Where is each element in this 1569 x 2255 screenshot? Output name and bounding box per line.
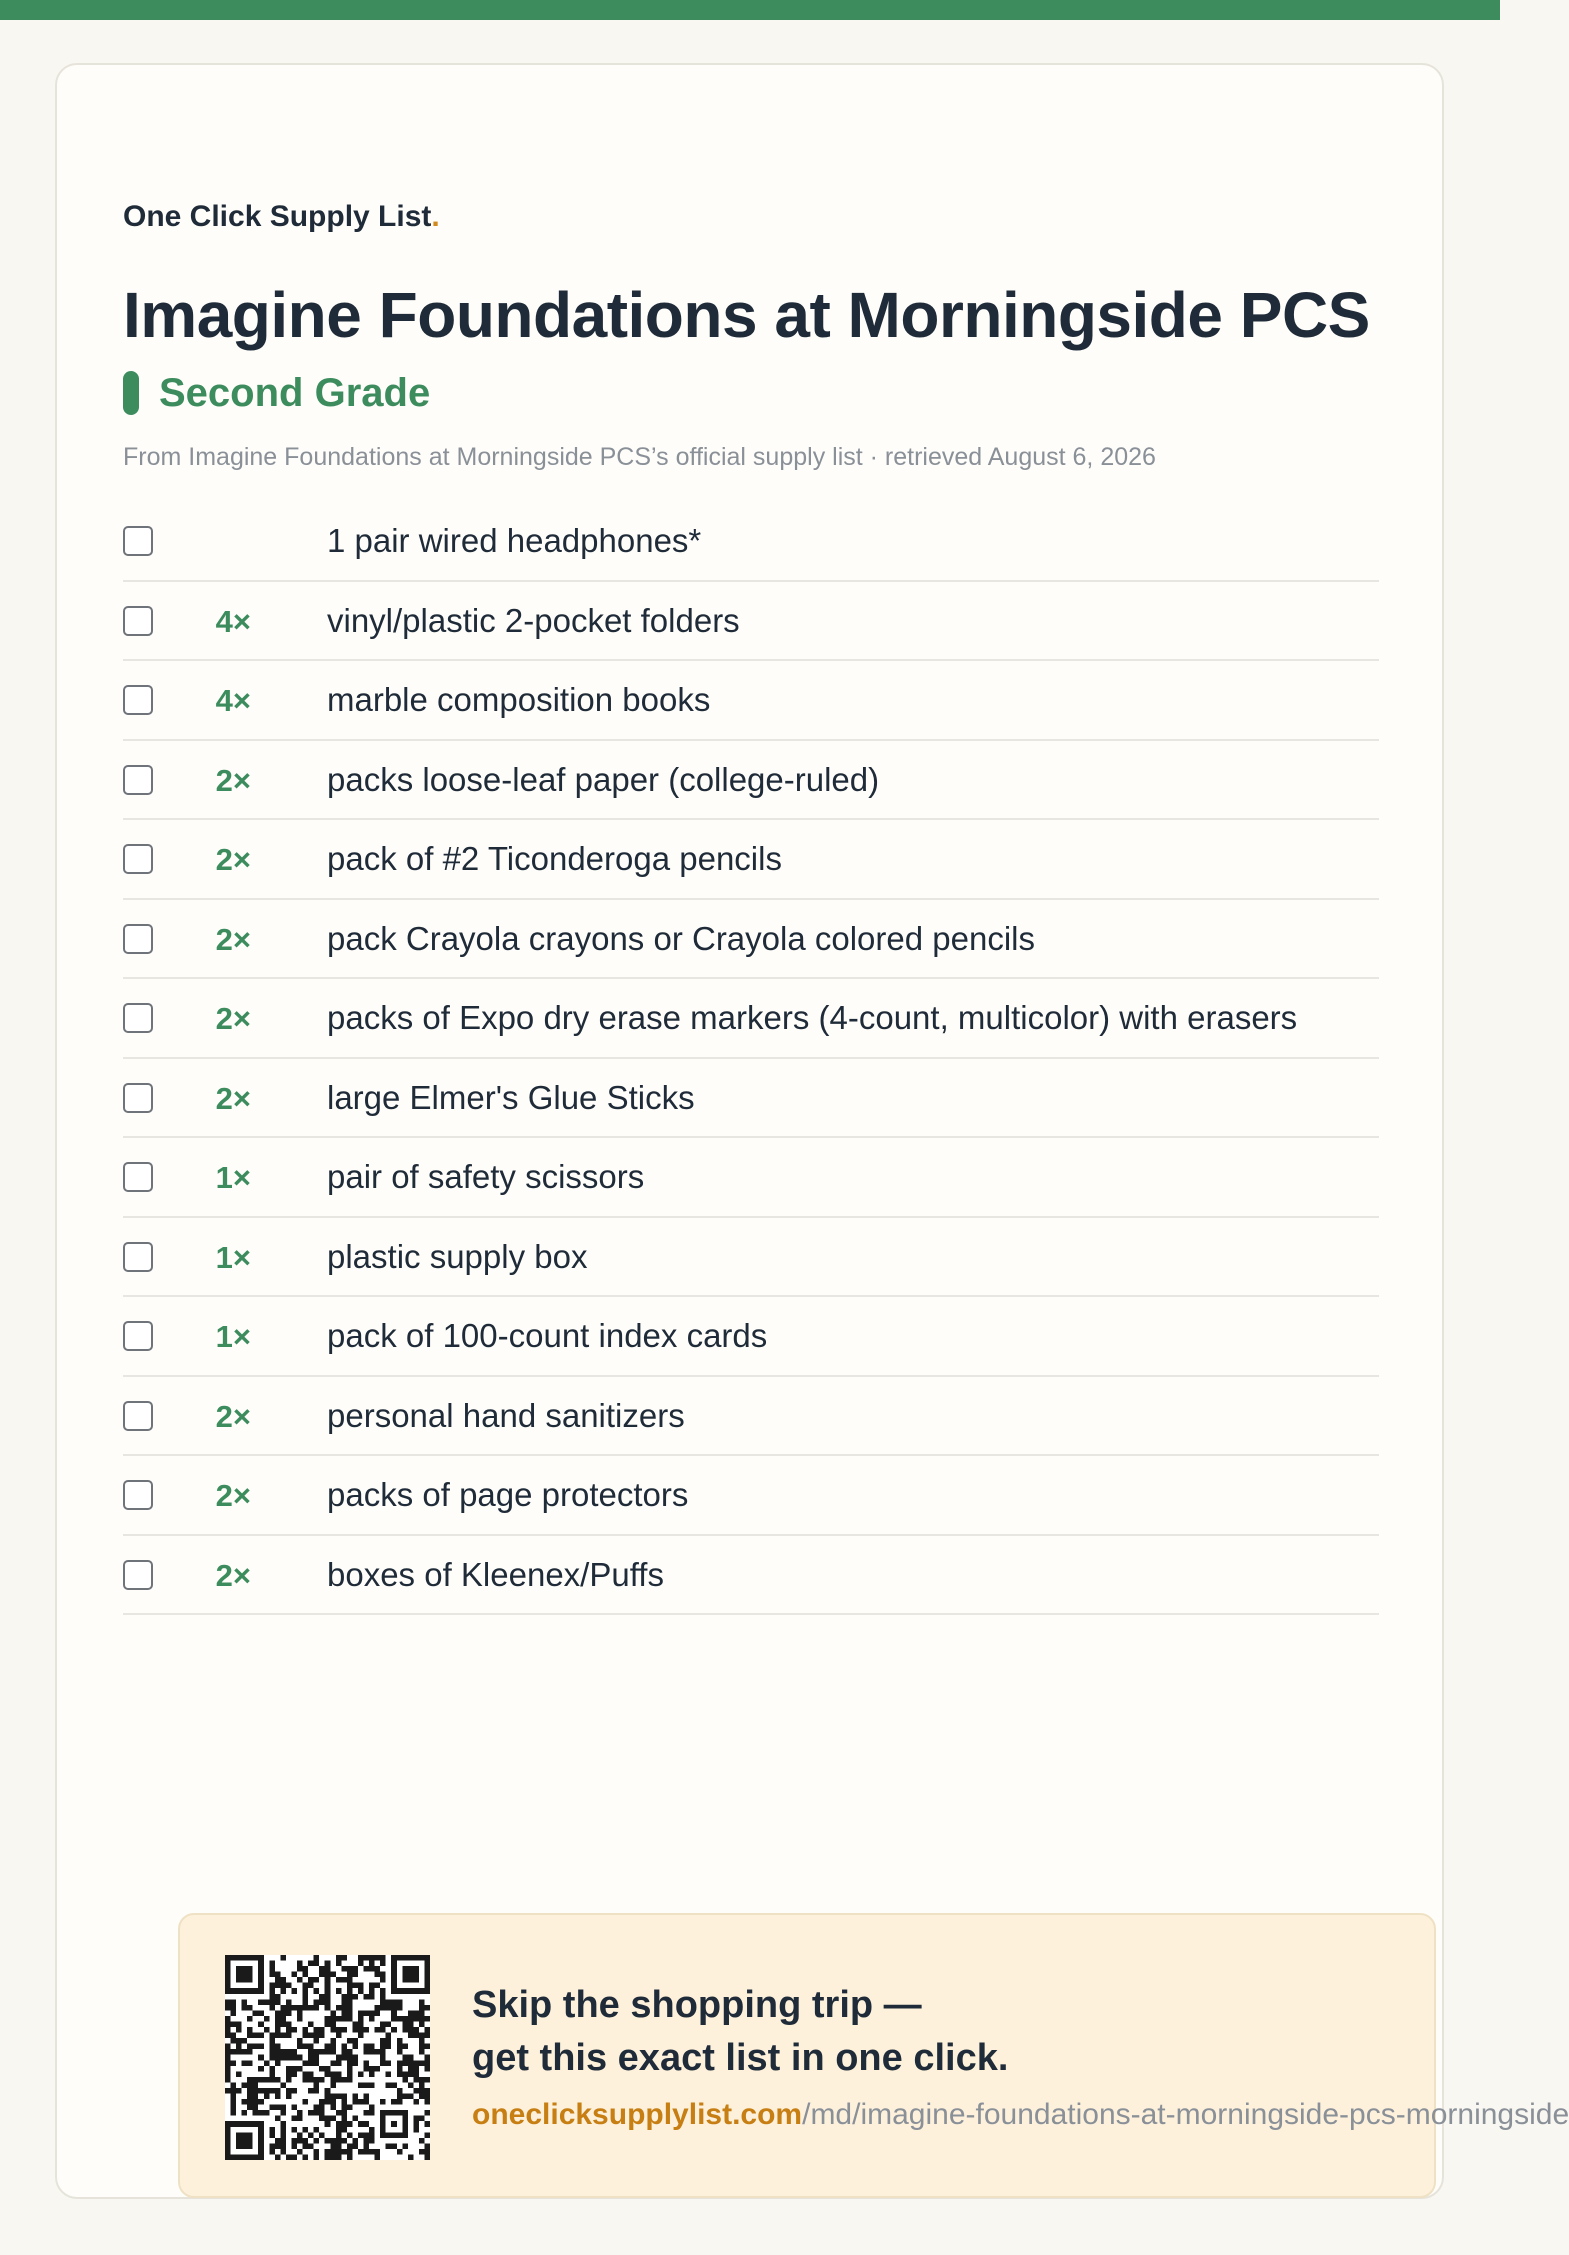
list-item [123,661,1379,741]
item-quantity: 2× [215,921,251,957]
checkbox-icon[interactable] [123,685,153,715]
school-title: Imagine Foundations at Morningside PCS [123,279,1370,351]
item-quantity: 1× [215,1239,251,1275]
grade-label: Second Grade [159,370,431,415]
checkbox-icon[interactable] [123,1162,153,1192]
list-item [123,1377,1379,1457]
top-accent-bar [0,0,1500,20]
supply-list-card [55,63,1569,2199]
item-label: pack of 100-count index cards [327,1317,768,1354]
item-quantity: 2× [215,1080,251,1116]
promo-link-path: /md/imagine-foundations-at-morningside-pcs-morningside [802,2098,1569,2131]
item-label: vinyl/plastic 2-pocket folders [327,601,740,639]
list-item [123,741,1379,821]
item-label: packs of page protectors [327,1476,689,1513]
item-label: marble composition books [327,681,711,718]
list-item [123,1297,1379,1377]
item-quantity: 2× [215,1001,251,1036]
checkbox-icon[interactable] [123,924,153,954]
supply-items-list [123,502,1379,1615]
item-label: pack of #2 Ticonderoga pencils [327,840,782,877]
list-item [123,1536,1379,1616]
list-item [123,1059,1379,1139]
item-quantity: 1× [215,1160,251,1195]
checkbox-icon[interactable] [123,1560,153,1590]
checkbox-icon[interactable] [123,1480,153,1510]
list-item [123,1138,1379,1218]
item-label: 1 pair wired headphones* [327,522,702,559]
checkbox-icon[interactable] [123,1401,153,1431]
checkbox-icon[interactable] [123,526,153,556]
item-quantity: 4× [215,603,251,639]
item-quantity: 2× [215,1557,251,1593]
checkbox-icon[interactable] [123,1003,153,1033]
item-quantity: 1× [215,1319,251,1354]
source-note: From Imagine Foundations at Morningside PCS’s official supply list · retrieved August 6, 2026 [123,443,1156,471]
checkbox-icon[interactable] [123,844,153,874]
list-item [123,979,1379,1059]
promo-headline-line-2: get this exact list in one click. [472,2037,1009,2079]
item-quantity: 2× [215,842,251,877]
list-item [123,582,1379,662]
qr-code-icon[interactable] [225,1955,430,2160]
grade-accent-bar [123,371,139,415]
item-label: large Elmer's Glue Sticks [327,1078,695,1116]
item-label: pair of safety scissors [327,1158,645,1195]
grade-heading [123,370,430,416]
checkbox-icon[interactable] [123,1321,153,1351]
list-item [123,820,1379,900]
list-item [123,1456,1379,1536]
item-label: pack Crayola crayons or Crayola colored pencils [327,919,1035,957]
item-label: personal hand sanitizers [327,1396,685,1434]
checkbox-icon[interactable] [123,606,153,636]
list-item [123,1218,1379,1298]
item-label: boxes of Kleenex/Puffs [327,1555,664,1593]
checkbox-icon[interactable] [123,1083,153,1113]
list-item [123,900,1379,980]
list-item [123,502,1379,582]
item-label: packs of Expo dry erase markers (4-count, multicolor) with erasers [327,999,1298,1036]
promo-headline-line-1: Skip the shopping trip — [472,1984,922,2026]
item-quantity: 2× [215,762,251,798]
brand-dot: . [431,200,440,233]
item-quantity: 2× [215,1478,251,1513]
item-quantity: 4× [215,683,251,718]
brand-name: One Click Supply List [123,200,432,233]
promo-headline [472,1979,1008,2085]
item-label: packs loose-leaf paper (college-ruled) [327,760,880,798]
brand-logo[interactable] [123,197,440,237]
checkbox-icon[interactable] [123,765,153,795]
promo-link[interactable] [472,2095,1569,2135]
promo-banner[interactable] [178,1913,1569,2198]
checkbox-icon[interactable] [123,1242,153,1272]
item-quantity: 2× [215,1398,251,1434]
item-label: plastic supply box [327,1237,588,1275]
promo-link-domain: oneclicksupplylist.com [472,2098,803,2131]
